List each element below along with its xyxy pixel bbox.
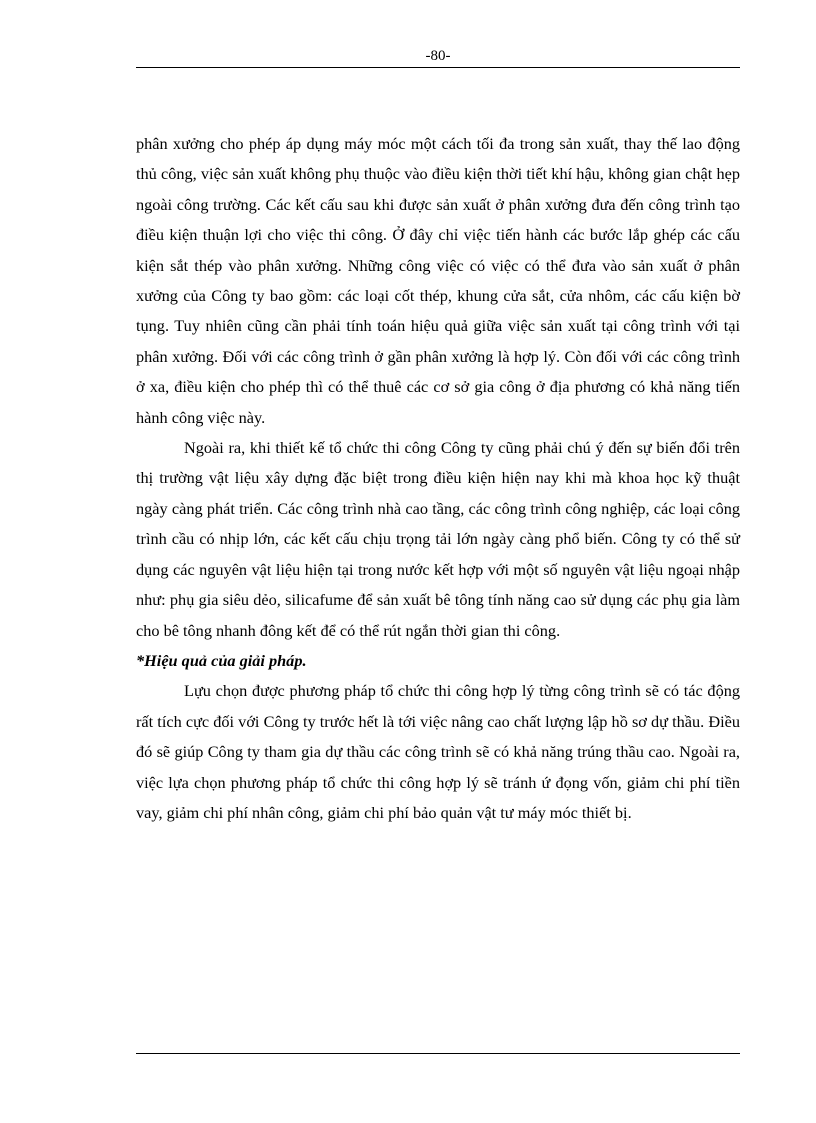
page-number: -80- [425, 48, 451, 64]
paragraph-workshop-production: phân xưởng cho phép áp dụng máy móc một cách tối đa trong sản xuất, thay thế lao động thủ công, việc sản xuất không phụ thuộc vào điều kiện thời tiết khí hậu, không gian chật hẹp ngoài công trường. Các kết cấu sau khi được sản xuất ở phân xưởng đưa đến công trình tạo điều kiện thuận lợi cho việc thi công. Ở đây chỉ việc tiến hành các bước lắp ghép các cấu kiện sắt thép vào phân xưởng. Những công việc có việc có thể đưa vào sản xuất ở phân xưởng của Công ty bao gồm: các loại cốt thép, khung cửa sắt, cửa nhôm, các cấu kiện bờ tụng. Tuy nhiên cũng cần phải tính toán hiệu quả giữa việc sản xuất tại công trình với tại phân xưởng. Đối với các công trình ở gần phân xưởng là hợp lý. Còn đối với các công trình ở xa, điều kiện cho phép thì có thể thuê các cơ sở gia công ở địa phương có khả năng tiến hành công việc này. [136, 134, 740, 427]
document-body [136, 129, 740, 828]
header-rule [136, 67, 740, 68]
paragraph-solution-effectiveness: Lựu chọn được phương pháp tổ chức thi công hợp lý từng công trình sẽ có tác động rất tích cực đối với Công ty trước hết là tới việc nâng cao chất lượng lập hồ sơ dự thầu. Điều đó sẽ giúp Công ty tham gia dự thầu các công trình sẽ có khả năng trúng thầu cao. Ngoài ra, việc lựa chọn phương pháp tổ chức thi công hợp lý sẽ tránh ứ đọng vốn, giảm chi phí tiền vay, giảm chi phí nhân công, giảm chi phí bảo quản vật tư máy móc thiết bị. [136, 681, 740, 822]
section-heading-solution-effectiveness: *Hiệu quả của giải pháp. [136, 650, 307, 670]
paragraph-material-market: Ngoài ra, khi thiết kế tổ chức thi công Công ty cũng phải chú ý đến sự biến đổi trên thị trường vật liệu xây dựng đặc biệt trong điều kiện hiện nay khi mà khoa học kỹ thuật ngày càng phát triển. Các công trình nhà cao tầng, các công trình công nghiệp, các loại công trình cầu có nhịp lớn, các kết cấu chịu trọng tải lớn ngày càng phổ biến. Công ty có thể sử dụng các nguyên vật liệu hiện tại trong nước kết hợp với một số nguyên vật liệu ngoại nhập như: phụ gia siêu dẻo, silicafume để sản xuất bê tông tính năng cao sử dụng các phụ gia làm cho bê tông nhanh đông kết để có thể rút ngắn thời gian thi công. [136, 438, 740, 640]
footer-rule [136, 1053, 740, 1054]
